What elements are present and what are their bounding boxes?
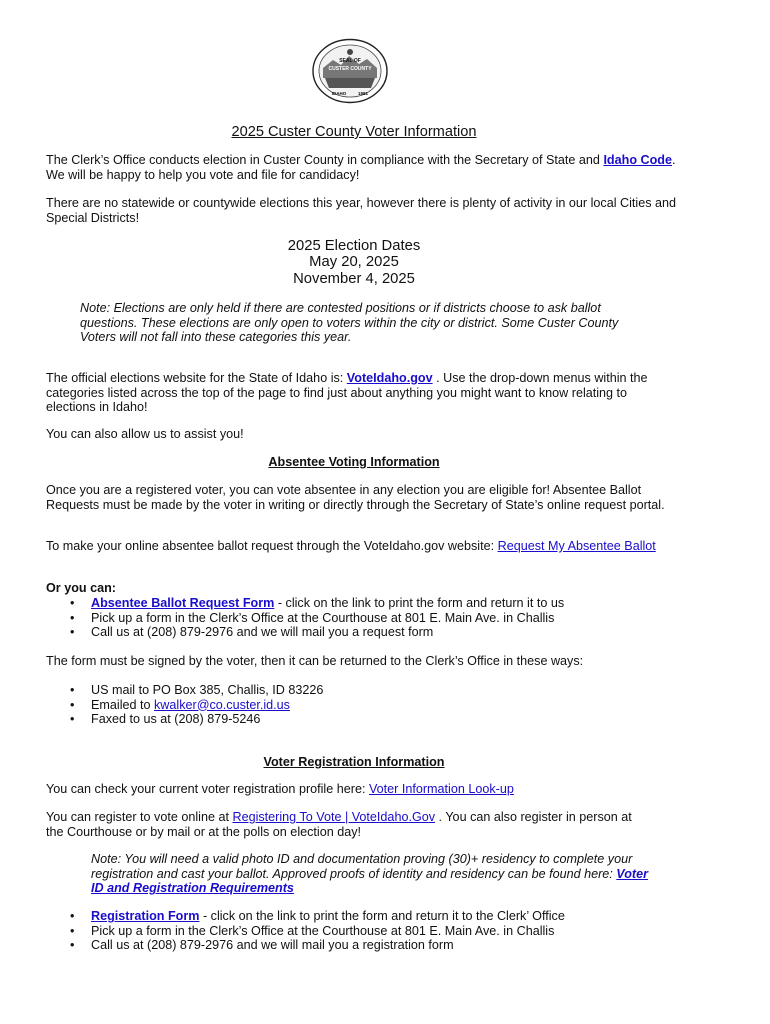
list-item [46,611,686,626]
absentee-options-list [46,596,686,640]
bullet-icon: • [70,909,75,923]
assist-paragraph: You can also allow us to assist you! [46,427,244,441]
seal-right-text: 1881 [357,91,369,96]
absentee-online-text: To make your online absentee ballot request through the VoteIdaho.gov website: [46,539,498,553]
form-return-paragraph: The form must be signed by the voter, then it can be returned to the Clerk’s Office in these ways: [46,654,584,668]
idaho-code-link[interactable]: Idaho Code [603,153,673,167]
intro-paragraph-1 [46,153,686,182]
return-method-text: US mail to PO Box 385, Challis, ID 83226 [91,683,324,697]
voter-lookup-link[interactable]: Voter Information Look-up [368,782,514,796]
registration-form-link[interactable]: Registration Form [91,909,200,923]
list-item [46,712,686,727]
list-item [46,938,686,953]
bullet-icon: • [70,610,75,625]
absentee-online-paragraph [46,539,666,554]
registration-heading: Voter Registration Information [263,755,445,769]
bullet-icon: • [70,712,75,727]
list-item [46,924,686,939]
intro-paragraph-2: There are no statewide or countywide elections this year, however there is plenty of activity in our local Cities and Special Districts! [46,196,677,225]
county-seal-logo [311,38,389,104]
absentee-option-text: Call us at (208) 879-2976 and we will mail you a request form [91,625,434,640]
list-item [46,909,686,924]
registration-option-text: Pick up a form in the Clerk’s Office at the Courthouse at 801 E. Main Ave. in Challis [91,923,555,938]
voteidaho-link[interactable]: VoteIdaho.gov [346,371,433,385]
id-note-text: Note: You will need a valid photo ID and documentation proving (30)+ residency to complete your registration and cast your ballot. Approved proofs of identity and residency can be found here: [91,852,633,881]
return-methods-list [46,683,686,727]
registration-check-paragraph [46,782,686,797]
seal-left-text: IDAHO [331,91,347,96]
or-you-can-label: Or you can: [46,581,116,595]
absentee-paragraph: Once you are a registered voter, you can vote absentee in any election you are eligible for! Absentee Ballot Requests must be made by the voter in writing or directly through the Secretary of State’s online request portal. [46,483,665,512]
list-item [46,625,686,640]
absentee-option-text: Pick up a form in the Clerk’s Office at the Courthouse at 801 E. Main Ave. in Challis [91,610,555,625]
id-requirements-note [91,852,651,896]
absentee-option-text: - click on the link to print the form and return it to us [274,596,565,610]
seal-top-text: SEAL OF [339,58,361,64]
bullet-icon: • [70,596,75,610]
return-method-text: Faxed to us at (208) 879-5246 [91,712,261,727]
registration-option-text: - click on the link to print the form and return it to the Clerk’ Office [199,909,565,923]
official-text-a: The official elections website for the State of Idaho is: [46,371,347,385]
registration-check-text: You can check your current voter registration profile here: [46,782,369,796]
election-dates-heading: 2025 Election Dates [287,238,421,254]
intro-text-a: The Clerk’s Office conducts election in Custer County in compliance with the Secretary of State and [46,153,604,167]
registration-online-text-a: You can register to vote online at [46,810,233,824]
list-item [46,683,686,698]
registration-online-text-b: . You can also register in person at the Courthouse or by mail or at the polls on election day! [46,810,632,839]
official-website-paragraph [46,371,666,415]
elections-note: Note: Elections are only held if there are contested positions or if districts choose to ask ballot questions. These elections are only open to voters within the city or district. Some Custer County Voters will not fall into these categories this year. [80,301,619,345]
voter-id-requirements-link[interactable]: Voter ID and Registration Requirements [91,866,649,896]
email-link[interactable]: kwalker@co.custer.id.us [154,697,290,712]
seal-mid-text: CUSTER COUNTY [328,66,372,72]
page-title: 2025 Custer County Voter Information [231,124,477,140]
election-dates-block [46,238,662,287]
registration-online-paragraph [46,810,646,839]
registration-options-list [46,909,686,953]
return-method-text: Emailed to [91,697,154,712]
request-absentee-ballot-link[interactable]: Request My Absentee Ballot [497,539,656,553]
intro-text-b: . We will be happy to help you vote and file for candidacy! [46,153,676,182]
bullet-icon: • [70,938,75,953]
bullet-icon: • [70,697,75,712]
registering-to-vote-link[interactable]: Registering To Vote | VoteIdaho.Gov [232,810,436,824]
election-date-2: November 4, 2025 [293,270,415,287]
election-date-1: May 20, 2025 [309,254,399,271]
list-item [46,698,686,713]
bullet-icon: • [70,683,75,697]
list-item [46,596,686,611]
registration-option-text: Call us at (208) 879-2976 and we will mail you a registration form [91,938,454,953]
absentee-request-form-link[interactable]: Absentee Ballot Request Form [91,596,275,610]
bullet-icon: • [70,625,75,640]
official-text-b: . Use the drop-down menus within the categories listed across the top of the page to find just about anything you might want to know relating to elections in Idaho! [46,371,648,415]
absentee-heading: Absentee Voting Information [268,455,440,469]
bullet-icon: • [70,923,75,938]
